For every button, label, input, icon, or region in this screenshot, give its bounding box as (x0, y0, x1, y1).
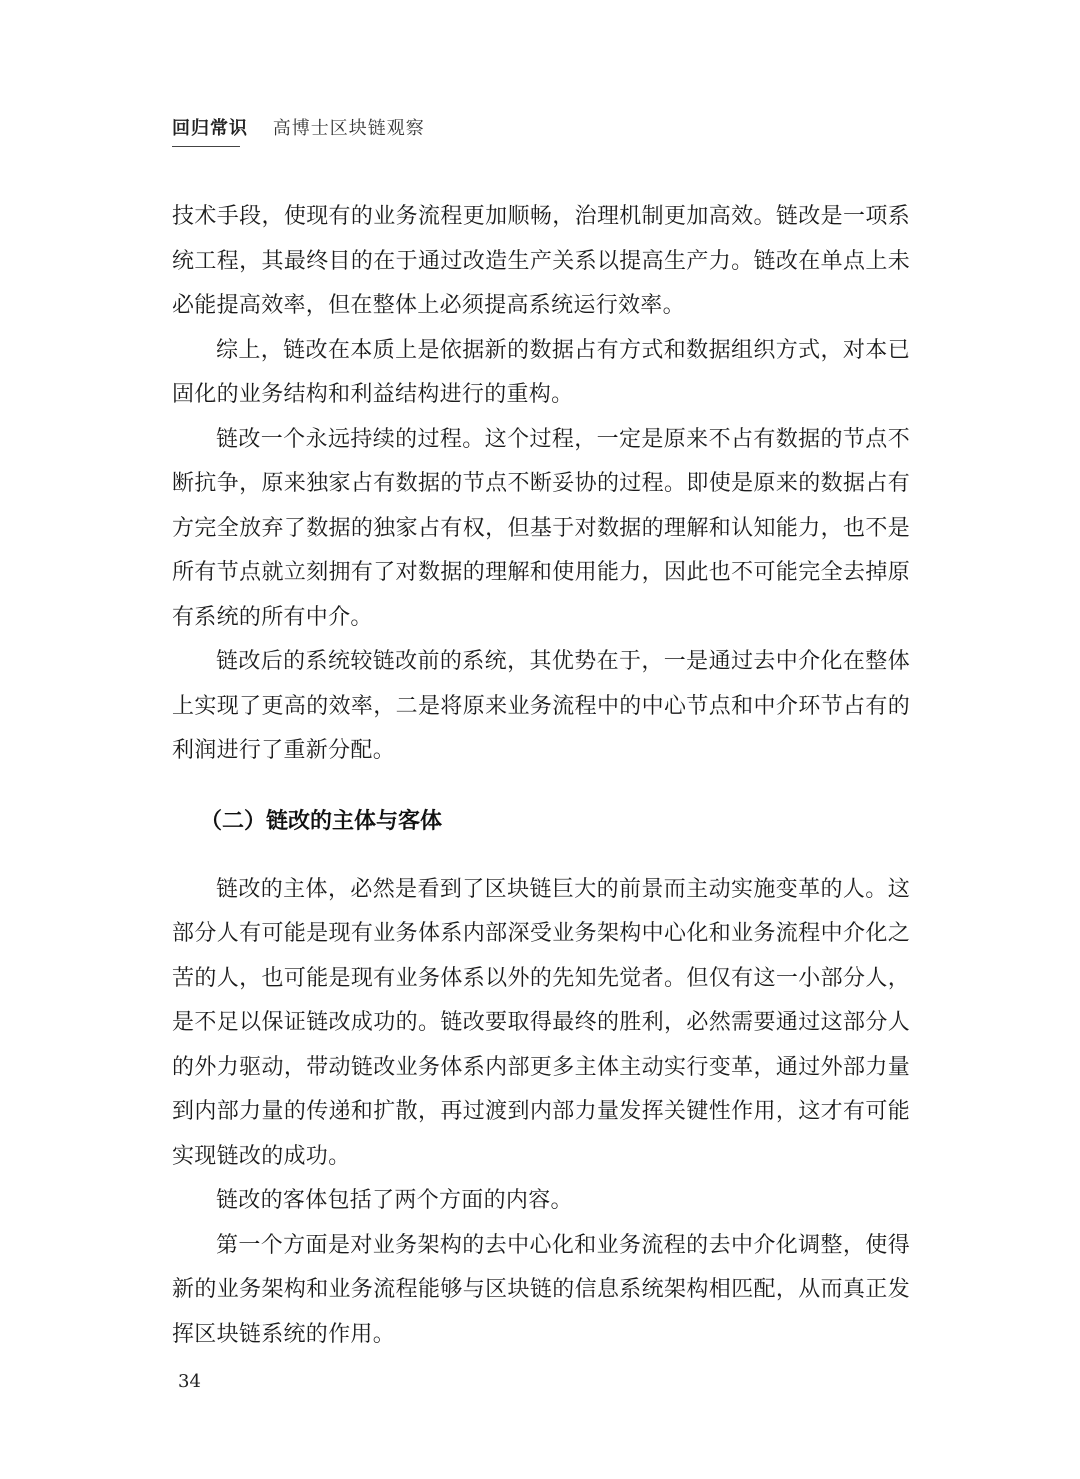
paragraph: 链改一个永远持续的过程。这个过程，一定是原来不占有数据的节点不断抗争，原来独家占有数据的节点不断妥协的过程。即使是原来的数据占有方完全放弃了数据的独家占有权，但基于对数据的理解和认知能力，也不是所有节点就立刻拥有了对数据的理解和使用能力，因此也不可能完全去掉原有系统的所有中介。 (172, 426, 910, 630)
paragraph: 第一个方面是对业务架构的去中心化和业务流程的去中介化调整，使得新的业务架构和业务流程能够与区块链的信息系统架构相匹配，从而真正发挥区块链系统的作用。 (172, 1232, 910, 1347)
paragraph: 链改的主体，必然是看到了区块链巨大的前景而主动实施变革的人。这部分人有可能是现有业务体系内部深受业务架构中心化和业务流程中介化之苦的人，也可能是现有业务体系以外的先知先觉者。但仅有这一小部分人，是不足以保证链改成功的。链改要取得最终的胜利，必然需要通过这部分人的外力驱动，带动链改业务体系内部更多主体主动实行变革，通过外部力量到内部力量的传递和扩散，再过渡到内部力量发挥关键性作用，这才有可能实现链改的成功。 (172, 876, 910, 1169)
book-title: 回归常识 (172, 118, 248, 139)
paragraph: 综上，链改在本质上是依据新的数据占有方式和数据组织方式，对本已固化的业务结构和利益结构进行的重构。 (172, 337, 910, 407)
running-header (172, 114, 425, 140)
paragraph: 技术手段，使现有的业务流程更加顺畅，治理机制更加高效。链改是一项系统工程，其最终目的在于通过改造生产关系以提高生产力。链改在单点上未必能提高效率，但在整体上必须提高系统运行效率。 (172, 204, 910, 318)
paragraph: 链改后的系统较链改前的系统，其优势在于，一是通过去中介化在整体上实现了更高的效率，二是将原来业务流程中的中心节点和中介环节占有的利润进行了重新分配。 (172, 649, 910, 763)
header-rule (172, 146, 240, 147)
page-number: 34 (178, 1371, 201, 1392)
body-text (172, 195, 910, 1357)
book-subtitle: 高博士区块链观察 (272, 118, 425, 139)
paragraph: 链改的客体包括了两个方面的内容。 (216, 1188, 573, 1213)
section-heading: （二）链改的主体与客体 (200, 808, 443, 834)
